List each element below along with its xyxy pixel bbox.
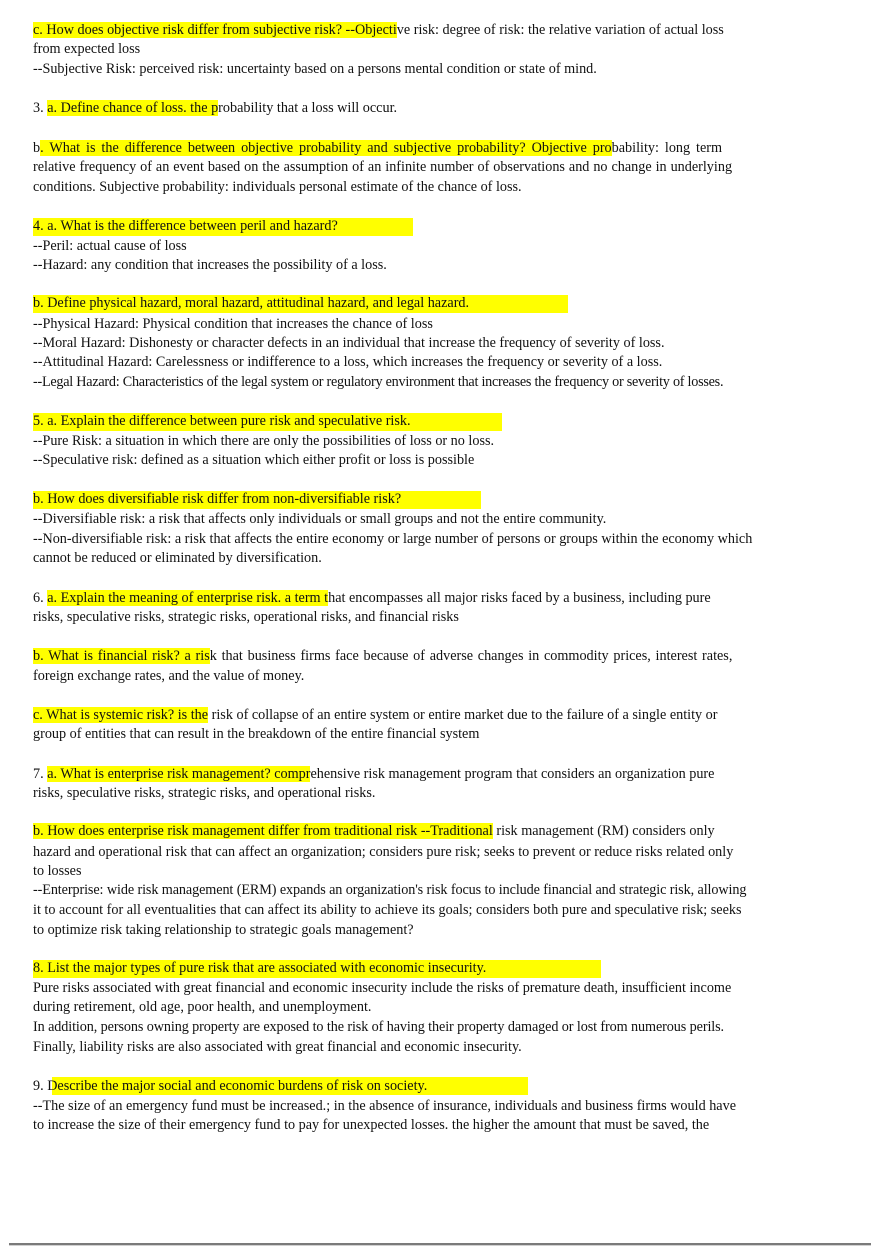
q6-number: 6. (33, 590, 48, 606)
q6a-line-2: risks, speculative risks, strategic risks, operational risks, and financial risks (33, 609, 459, 625)
q6b-line-2: foreign exchange rates, and the value of money. (33, 668, 305, 684)
q2c-rest: ve risk: degree of risk: the relative variation of actual loss (396, 22, 724, 38)
q4b-item-physical: --Physical Hazard: Physical condition that increases the chance of loss (33, 316, 433, 332)
q9-line-2: to increase the size of their emergency fund to pay for unexpected losses. the higher the amount that must be saved, the (33, 1117, 710, 1133)
q7a-highlight: a. What is enterprise risk management? compr (47, 766, 311, 782)
q5a-item-speculative: --Speculative risk: defined as a situation which either profit or loss is possible (33, 452, 475, 468)
q4b-item-attitudinal: --Attitudinal Hazard: Carelessness or indifference to a loss, which increases the frequency or severity of a loss. (33, 354, 663, 370)
q7b-line-5: it to account for all eventualities that can affect its ability to achieve its goals; considers both pure and speculative risk; seeks (33, 902, 742, 918)
q9-number: 9. (33, 1078, 48, 1094)
q4a-line-2: --Peril: actual cause of loss (33, 238, 187, 254)
q4b-item-moral: --Moral Hazard: Dishonesty or character defects in an individual that increase the frequency of severity of loss. (33, 335, 665, 351)
q4a-line-3: --Hazard: any condition that increases the possibility of a loss. (33, 257, 387, 273)
q5b-heading: b. How does diversifiable risk differ from non-diversifiable risk? (33, 491, 402, 507)
q3b-line-1 (33, 139, 722, 158)
q3b-rest: bability: long term (611, 140, 723, 156)
q8-line-4: Finally, liability risks are also associated with great financial and economic insecurity. (33, 1039, 522, 1055)
q5b-item-nondiversifiable-cont: cannot be reduced or eliminated by diversification. (33, 550, 322, 566)
q5a-item-pure: --Pure Risk: a situation in which there are only the possibilities of loss or no loss. (33, 433, 495, 449)
q7b-line-3: to losses (33, 863, 82, 879)
q6c-line-1 (33, 706, 718, 725)
q6b-rest: k that business firms face because of adverse changes in commodity prices, interest rates, (209, 648, 733, 664)
q6c-rest: risk of collapse of an entire system or entire market due to the failure of a single entity or (208, 707, 718, 723)
q2c-line-3: --Subjective Risk: perceived risk: uncertainty based on a persons mental condition or state of mind. (33, 61, 597, 77)
q5b-item-diversifiable: --Diversifiable risk: a risk that affects only individuals or small groups and not the entire community. (33, 511, 607, 527)
q6c-line-2: group of entities that can result in the breakdown of the entire financial system (33, 726, 480, 742)
q7a-rest: ehensive risk management program that considers an organization pure (310, 766, 715, 782)
q8-line-2: during retirement, old age, poor health, and unemployment. (33, 999, 372, 1015)
q8-line-1: Pure risks associated with great financial and economic insecurity include the risks of premature death, insufficient income (33, 980, 732, 996)
q5b-item-nondiversifiable: --Non-diversifiable risk: a risk that affects the entire economy or large number of persons or groups within the economy which (33, 531, 753, 547)
q3b-prefix: b (33, 140, 41, 156)
q7a-line-2: risks, speculative risks, strategic risks, and operational risks. (33, 785, 376, 801)
q6b-line-1 (33, 647, 732, 666)
q2c-line-1 (33, 21, 724, 40)
q9-line-1: --The size of an emergency fund must be increased.; in the absence of insurance, individuals and business firms would have (33, 1098, 736, 1114)
q6b-highlight: b. What is financial risk? a ris (33, 648, 210, 664)
q6a-rest: hat encompasses all major risks faced by a business, including pure (328, 590, 711, 606)
q3a-highlight: a. Define chance of loss. the p (47, 100, 219, 116)
q8-line-3: In addition, persons owning property are exposed to the risk of having their property damaged or lost from numerous perils. (33, 1019, 725, 1035)
q7-number: 7. (33, 766, 48, 782)
q3a-rest: robability that a loss will occur. (218, 100, 398, 116)
q3-number: 3. (33, 100, 48, 116)
q2c-highlight: c. How does objective risk differ from subjective risk? --Objecti (33, 22, 397, 38)
q6a-line-1 (33, 589, 711, 608)
q7b-line-6: to optimize risk taking relationship to strategic goals management? (33, 922, 414, 938)
q3a-line (33, 99, 397, 118)
q2c-line-2: from expected loss (33, 41, 141, 57)
page-bottom-divider-shadow (9, 1245, 871, 1246)
q4b-item-legal: --Legal Hazard: Characteristics of the legal system or regulatory environment that increases the frequency or severity of losses. (33, 374, 724, 390)
q7b-line-1 (33, 822, 715, 841)
q9-heading (33, 1077, 427, 1096)
q6c-highlight: c. What is systemic risk? is the (33, 707, 209, 723)
q4b-heading: b. Define physical hazard, moral hazard, attitudinal hazard, and legal hazard. (33, 295, 470, 311)
q3b-highlight: . What is the difference between objective probability and subjective probability? Objective pro (40, 140, 612, 156)
q8-heading: 8. List the major types of pure risk that are associated with economic insecurity. (33, 960, 487, 976)
q7a-line-1 (33, 765, 714, 784)
q7b-highlight: b. How does enterprise risk management differ from traditional risk --Traditional (33, 823, 493, 839)
q3b-line-3: conditions. Subjective probability: individuals personal estimate of the chance of loss. (33, 179, 522, 195)
q5a-heading: 5. a. Explain the difference between pure risk and speculative risk. (33, 413, 411, 429)
q7b-rest: risk management (RM) considers only (492, 823, 715, 839)
q7b-line-2: hazard and operational risk that can affect an organization; considers pure risk; seeks to prevent or reduce risks related only (33, 844, 734, 860)
q4a-line-1: 4. a. What is the difference between peril and hazard? (33, 218, 338, 234)
q6a-highlight: a. Explain the meaning of enterprise risk. a term t (47, 590, 329, 606)
q7b-line-4: --Enterprise: wide risk management (ERM) expands an organization's risk focus to include financial and strategic risk, allowing (33, 882, 747, 898)
q9-highlight: Describe the major social and economic burdens of risk on society. (47, 1078, 428, 1094)
q3b-line-2: relative frequency of an event based on the assumption of an infinite number of observations and no change in underlying (33, 159, 733, 175)
